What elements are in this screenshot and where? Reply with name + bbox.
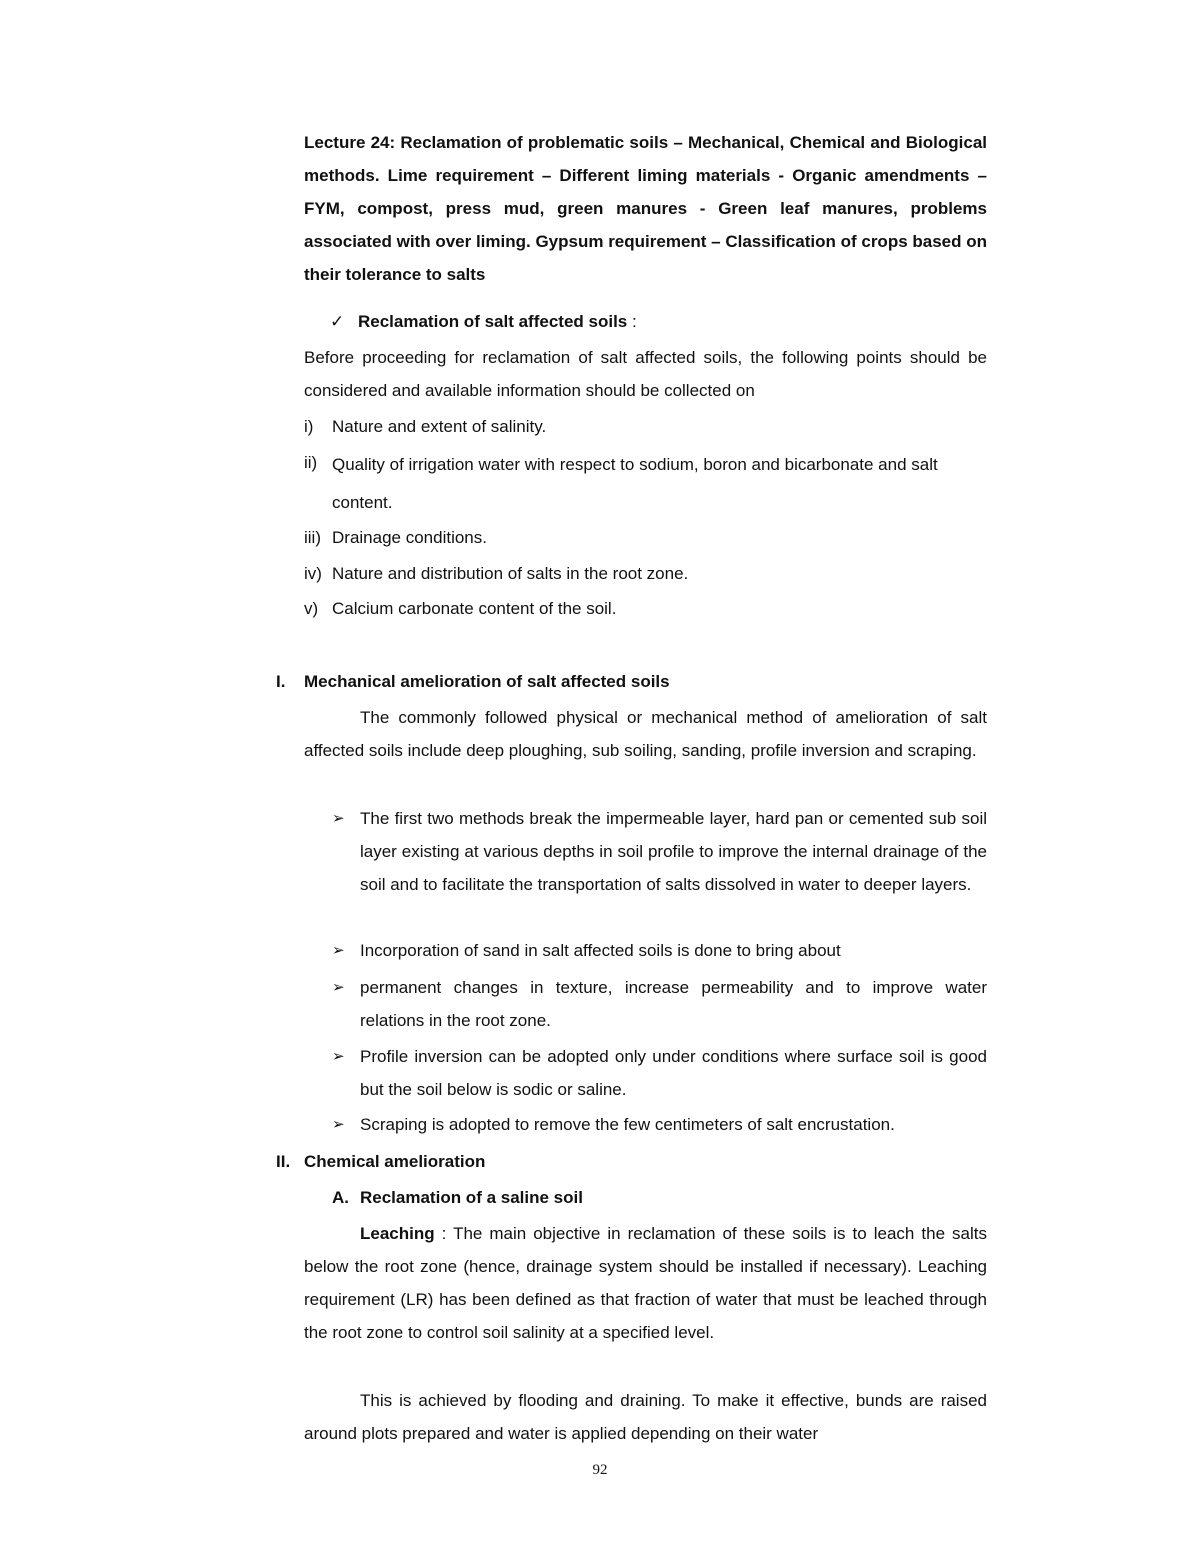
- mechanical-paragraph: The commonly followed physical or mechanical method of amelioration of salt affected soils include deep ploughing, sub soiling, sanding, profile inversion and scraping.: [304, 708, 987, 760]
- bullet-text: Incorporation of sand in salt affected soils is done to bring about: [360, 941, 841, 960]
- page-number: 92: [592, 1462, 608, 1478]
- subsection-heading: [332, 1181, 583, 1214]
- leaching-term: Leaching: [360, 1224, 435, 1243]
- bullet-item: [332, 802, 987, 901]
- point-label: v): [304, 599, 319, 618]
- bullet-text: permanent changes in texture, increase permeability and to improve water relations in the root zone.: [360, 978, 987, 1030]
- point-label: ii): [304, 453, 318, 472]
- section-heading-chemical: [276, 1145, 485, 1178]
- leaching-text: : The main objective in reclamation of these soils is to leach the salts below the root zone (hence, drainage system should be installed if necessary). Leaching requirement (LR) has been defined as that fraction of water that must be leached through the root zone to control soil salinity at a specified level.: [304, 1224, 987, 1342]
- lecture-title: Lecture 24: Reclamation of problematic soils – Mechanical, Chemical and Biological methods. Lime requirement – Different liming materials - Organic amendments – FYM, compost, press mud, green manures - Green leaf manures, problems associated with over liming. Gypsum requirement – Classification of crops based on their tolerance to salts: [304, 133, 988, 284]
- point-text: Nature and extent of salinity.: [332, 417, 547, 436]
- point-item: [304, 410, 987, 443]
- point-label: iv): [304, 564, 322, 583]
- reclamation-intro: Before proceeding for reclamation of salt affected soils, the following points should be considered and available information should be collected on: [304, 348, 987, 400]
- reclamation-heading-text: Reclamation of salt affected soils: [358, 312, 628, 331]
- section-number: I.: [276, 672, 286, 691]
- point-item: [304, 557, 987, 590]
- reclamation-heading: [330, 305, 637, 338]
- arrow-bullet-icon: ➢: [332, 1048, 345, 1065]
- reclamation-heading-colon: :: [627, 312, 637, 331]
- point-text: Drainage conditions.: [332, 528, 487, 547]
- point-text: Nature and distribution of salts in the root zone.: [332, 564, 689, 583]
- checkmark-icon: ✓: [330, 312, 345, 331]
- bullet-item: [332, 1108, 987, 1141]
- bullet-text: Profile inversion can be adopted only under conditions where surface soil is good but the soil below is sodic or saline.: [360, 1047, 987, 1099]
- bullet-item: [332, 1040, 987, 1106]
- section-heading-mechanical: [276, 665, 670, 698]
- point-text: Calcium carbonate content of the soil.: [332, 599, 617, 618]
- point-label: i): [304, 417, 314, 436]
- point-item: [304, 592, 987, 625]
- point-item: [304, 446, 987, 522]
- bullet-text: Scraping is adopted to remove the few centimeters of salt encrustation.: [360, 1115, 895, 1134]
- point-item: [304, 521, 987, 554]
- subsection-number: A.: [332, 1188, 349, 1207]
- subsection-title: Reclamation of a saline soil: [360, 1188, 583, 1207]
- flooding-paragraph: This is achieved by flooding and draining. To make it effective, bunds are raised around plots prepared and water is applied depending on their water: [304, 1391, 987, 1443]
- arrow-bullet-icon: ➢: [332, 979, 345, 996]
- bullet-text: The first two methods break the impermeable layer, hard pan or cemented sub soil layer existing at various depths in soil profile to improve the internal drainage of the soil and to facilitate the transportation of salts dissolved in water to deeper layers.: [360, 809, 987, 894]
- arrow-bullet-icon: ➢: [332, 810, 345, 827]
- arrow-bullet-icon: ➢: [332, 942, 345, 959]
- bullet-item: [332, 934, 987, 967]
- arrow-bullet-icon: ➢: [332, 1116, 345, 1133]
- section-number: II.: [276, 1152, 291, 1171]
- bullet-item: [332, 971, 987, 1037]
- point-label: iii): [304, 528, 321, 547]
- leaching-paragraph: [304, 1217, 987, 1349]
- section-title: Mechanical amelioration of salt affected soils: [304, 672, 670, 691]
- point-text: Quality of irrigation water with respect to sodium, boron and bicarbonate and salt content.: [332, 455, 938, 512]
- section-title: Chemical amelioration: [304, 1152, 486, 1171]
